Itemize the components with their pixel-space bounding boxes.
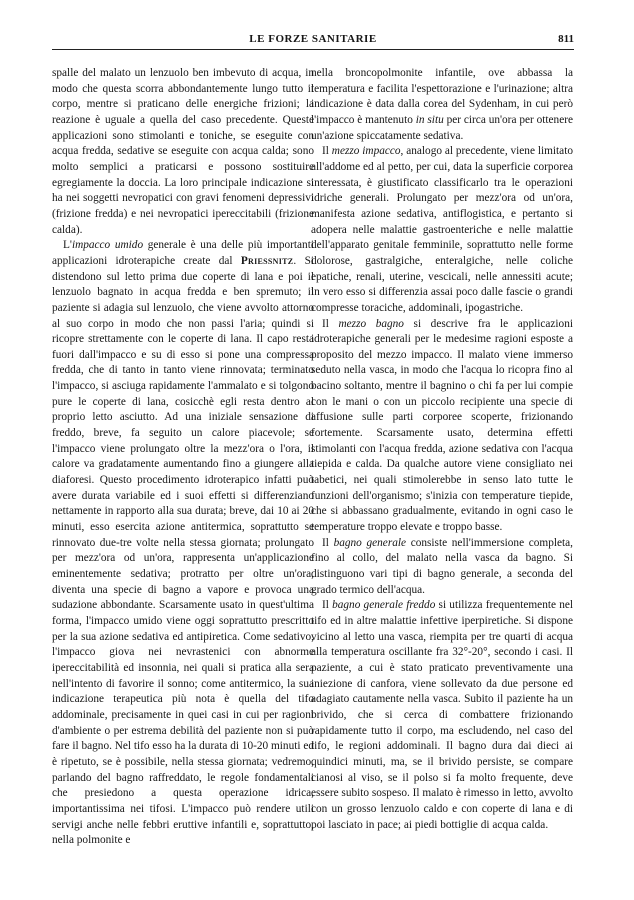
term-impacco-umido: impacco umido [71,239,144,252]
author-name: Priessnitz [240,254,294,267]
paragraph-mezzo-bagno: Il mezzo bagno si descrive fra le applicazioni idroterapiche generali per le medesime ragioni esposte a proposito del mezzo impacco. Il malato viene immerso seduto nella vasca, in modo che l'acqua lo ricopra fino al bacino soltanto, mentre il bagnino o chi fa per lui compie con le mani o con un piccolo recipiente una specie di affusione sulle parti corporee scoperte, frizionando fortemente. Scarsamente usato, determina effetti stimolanti con l'acqua fredda, azione sedativa con l'acqua tiepida e calda. Da qualche autore viene consigliato nei tabetici, nei quali stimolerebbe in senso lato tutte le funzioni dell'organismo; s'inizia con temperature tiepide, che si abbassano gradualmente, evitando in ogni caso le temperature troppo elevate e troppo basse. [311,317,573,534]
paragraph-impacco-continued: nella broncopolmonite infantile, ove abbassa la temperatura e facilita l'espettorazione e l'urinazione; altra indicazione è data dalla corea del Sydenham, in cui però l'impacco è mantenuto in situ per circa un'ora per ottenere un'azione spiccatamente sedativa. [311,67,573,142]
paragraph-mezzo-impacco: Il mezzo impacco, analogo al precedente, viene limitato all'addome ed al petto, per cui, data la superficie corporea interessata, è giustificato classificarlo tra le operazioni idriche generali. Prolungato per mezz'ora od un'ora, manifesta azione sedativa, antiflogistica, e pertanto si adopera nelle malattie gastroenteriche e nelle malattie dell'apparato genitale femminile, soprattutto nelle forme dolorose, gastralgiche, enteralgiche, nelle coliche epatiche, renali, uterine, vescicali, nelle annessiti acute; in vero esso si differenzia assai poco dalle fascie o grandi compresse toraciche, addominali, ipogastriche. [311,145,573,314]
page-number: 811 [558,33,574,45]
paragraph-bagno-generale-freddo: Il bagno generale freddo si utilizza frequentemente nel tifo ed in altre malattie infettive iperpiretiche. Si dispone vicino al letto una vasca, riempita per tre quarti di acqua alla temperatura oscillante fra 32°-20°, secondo i casi. Il paziente, a cui è stato praticato preventivamente una iniezione di canfora, viene sollevato da due persone ed adagiato cautamente nella vasca. Subito il paziente ha un brivido, che si cerca di combattere frizionando rapidamente tutto il corpo, ma escludendo, nel caso del tifo, le regioni addominali. Il bagno dura dai dieci ai quindici minuti, ma, se il brivido persiste, se compare cianosi al viso, se il polso si fa molto frequente, deve essere subito sospeso. Il malato è rimesso in letto, avvolto con un grosso lenzuolo caldo e con coperte di lana e di poi lasciato in pace; ai piedi bottiglie di acqua calda. [311,599,573,831]
paragraph-spugnature-continued: spalle del malato un lenzuolo ben imbevuto di acqua, in modo che questa scorra abbondantemente lungo tutto il corpo, mentre si praticano delle energiche frizioni; la reazione è uguale a quella del caso precedente. Queste applicazioni sono stimolanti e toniche, se eseguite con acqua fredda, sedative se eseguite con acqua calda; sono molto semplici a praticarsi e possono sostituire egregiamente la doccia. La loro principale indicazione si ha nei soggetti nevropatici con gravi fenomeni depressivi (frizione fredda) e nei nevropatici ipereccitabili (frizione calda). [52,67,314,236]
term-mezzo-bagno: mezzo bagno [338,317,404,330]
term-bagno-generale-freddo: bagno generale freddo [332,599,436,612]
term-bagno-generale: bagno generale [333,536,407,549]
term-in-situ: in situ [415,113,444,126]
running-title: LE FORZE SANITARIE [249,33,377,45]
right-column [311,66,573,833]
left-column [52,66,314,849]
paragraph-bagno-generale: Il bagno generale consiste nell'immersione completa, fino al collo, del malato nella vasca da bagno. Si distinguono vari tipi di bagno generale, a seconda del grado termico dell'acqua. [311,536,573,596]
running-header [52,33,574,50]
paragraph-impacco-umido: L'impacco umido generale è una delle più importanti applicazioni idroterapiche create dal Priessnitz. Si distendono sul letto prima due coperte di lana e poi il lenzuolo bagnato in acqua fredda e ben spremuto; il paziente si adagia sul lenzuolo, che viene avvolto attorno al suo corpo in modo che non passi l'aria; quindi si ricopre strettamente con le coperte di lana. Il capo resta fuori dall'impacco e su di esso si pone una compressa fredda, che di tanto in tanto viene rinnovata; terminato l'impacco, si asciuga rapidamente l'ammalato e si tolgono pure le coperte di lana, cosicchè egli resta dentro al proprio letto asciutto. Ad una iniziale sensazione di freddo, breve, fa seguito un calore piacevole; se l'impacco viene prolungato oltre la mezz'ora o l'ora, il calore va gradatamente aumentando fino a giungere alla diaforesi. Questo procedimento idroterapico infatti può avere durata variabile ed i suoi effetti si differenziano nettamente in rapporto alla sua durata; breve, dai 10 ai 20 minuti, esso esercita azione antitermica, soprattutto se rinnovato due-tre volte nella stessa giornata; prolungato per mezz'ora od un'ora, rappresenta un'applicazione eminentemente sedativa; protratto per oltre un'ora, diventa una specie di bagno a vapore e provoca una sudazione abbondante. Scarsamente usato in quest'ultima forma, l'impacco umido viene oggi soprattutto prescritto per la sua azione sedativa ed antipiretica. Come sedativo, l'impacco giova nei nevrastenici con abnorme ipereccitabilità ed insonnia, nei quali si pratica alla sera nell'intento di favorire il sonno; come antitermico, la sua indicazione terapeutica più nota è quella del tifo addominale, precisamente in quei casi in cui per ragioni d'ambiente o per estrema debilità del paziente non si può fare il bagno. Nel tifo esso ha la durata di 10-20 minuti ed è ripetuto, se è possibile, nella stessa giornata; vedremo, parlando del bagno raffreddato, le regole fondamentali che presiedono a questa operazione idrica, importantissima nei tifosi. L'impacco può rendere utili servigi anche nelle febbri eruttive infantili e, soprattutto, nella polmonite e [52,239,314,847]
term-mezzo-impacco: mezzo impacco [331,145,401,158]
